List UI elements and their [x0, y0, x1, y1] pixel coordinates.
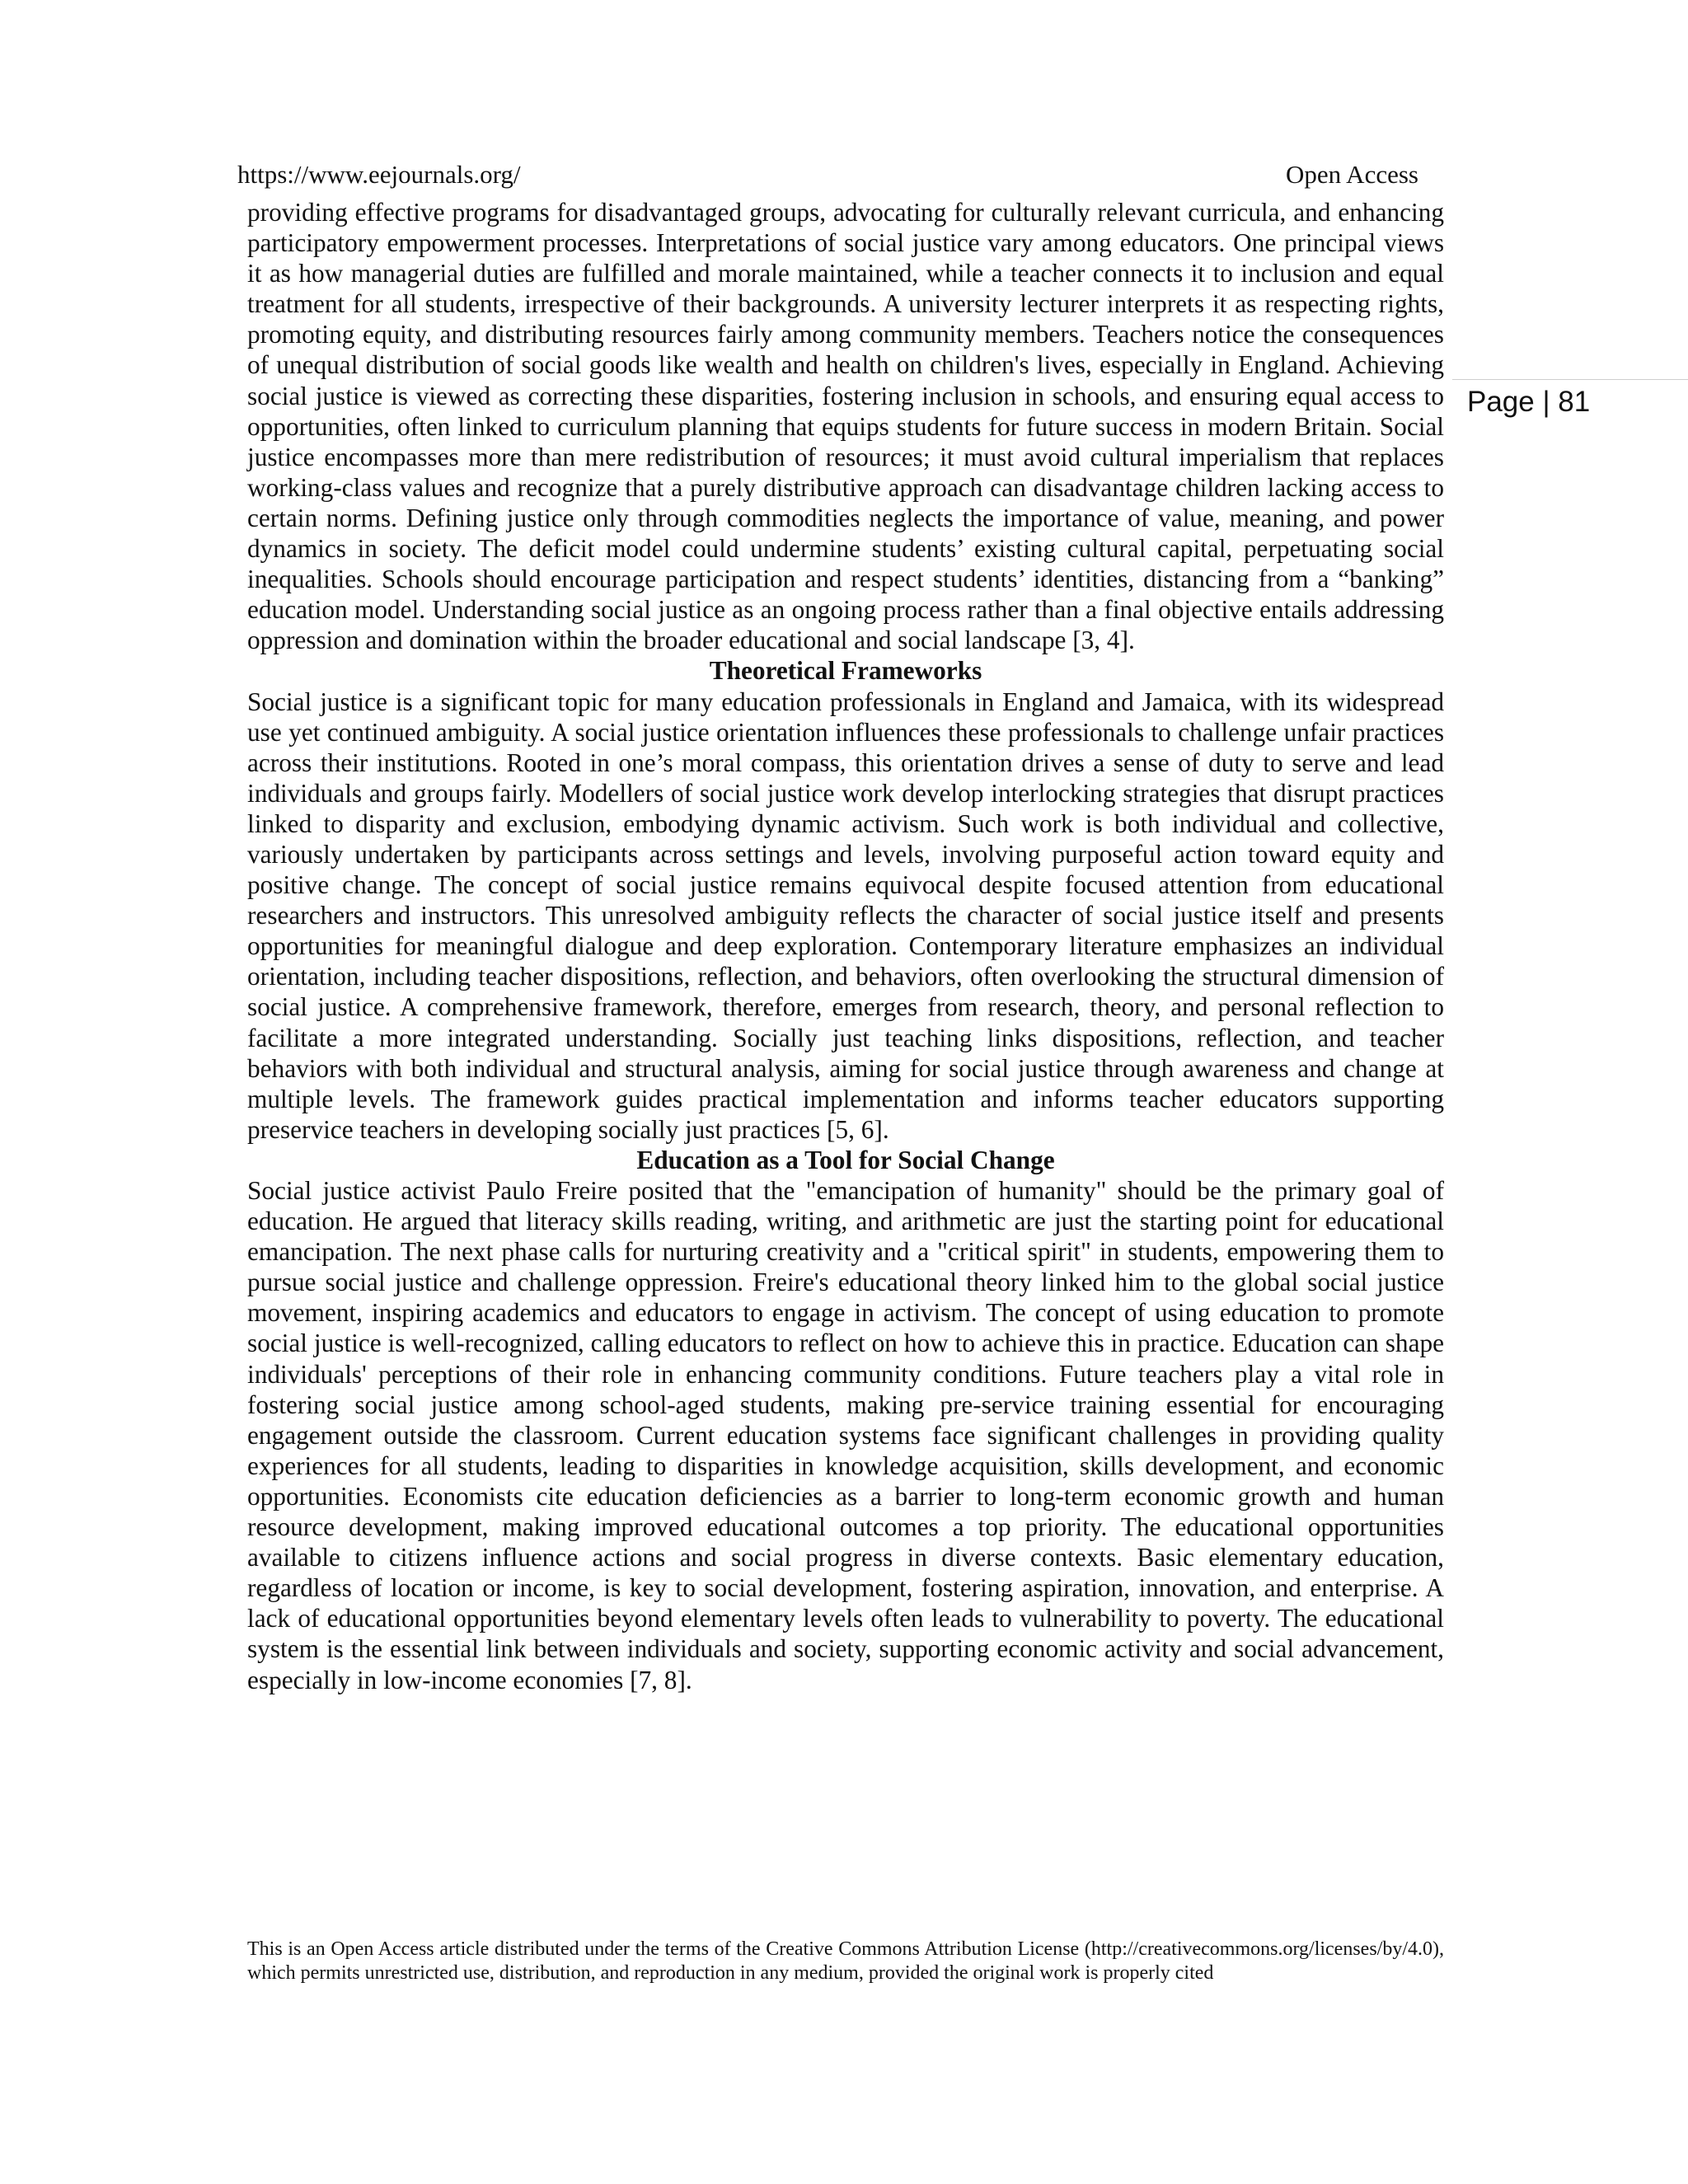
body-paragraph-1: providing effective programs for disadvantaged groups, advocating for culturally relevant curricula, and enhancing participatory empowerment processes. Interpretations of social justice vary among educators. One principal views it as how managerial duties are fulfilled and morale maintained, while a teacher connects it to inclusion and equal treatment for all students, irrespective of their backgrounds. A university lecturer interprets it as respecting rights, promoting equity, and distributing resources fairly among community members. Teachers notice the consequences of unequal distribution of social goods like wealth and health on children's lives, especially in England. Achieving social justice is viewed as correcting these disparities, fostering inclusion in schools, and ensuring equal access to opportunities, often linked to curriculum planning that equips students for future success in modern Britain. Social justice encompasses more than mere redistribution of resources; it must avoid cultural imperialism that replaces working-class values and recognize that a purely distributive approach can disadvantage children lacking access to certain norms. Defining justice only through commodities neglects the importance of value, meaning, and power dynamics in society. The deficit model could undermine students’ existing cultural capital, perpetuating social inequalities. Schools should encourage participation and respect students’ identities, distancing from a “banking” education model. Understanding social justice as an ongoing process rather than a final objective entails addressing oppression and domination within the broader educational and social landscape [3, 4].	[247, 198, 1444, 655]
body-paragraph-2: Social justice is a significant topic for many education professionals in England and Jamaica, with its widespread use yet continued ambiguity. A social justice orientation influences these professionals to challenge unfair practices across their institutions. Rooted in one’s moral compass, this orientation drives a sense of duty to serve and lead individuals and groups fairly. Modellers of social justice work develop interlocking strategies that disrupt practices linked to disparity and exclusion, embodying dynamic activism. Such work is both individual and collective, variously undertaken by participants across settings and levels, involving purposeful action toward equity and positive change. The concept of social justice remains equivocal despite focused attention from educational researchers and instructors. This unresolved ambiguity reflects the character of social justice itself and presents opportunities for meaningful dialogue and deep exploration. Contemporary literature emphasizes an individual orientation, including teacher dispositions, reflection, and behaviors, often overlooking the structural dimension of social justice. A comprehensive framework, therefore, emerges from research, theory, and personal reflection to facilitate a more integrated understanding. Socially just teaching links dispositions, reflection, and teacher behaviors with both individual and structural analysis, aiming for social justice through awareness and change at multiple levels. The framework guides practical implementation and informs teacher educators supporting preservice teachers in developing socially just practices [5, 6].	[247, 687, 1444, 1144]
access-label: Open Access	[1286, 160, 1418, 189]
license-footer: This is an Open Access article distributed under the terms of the Creative Commons Attribution License (http://creativecommons.org/licenses/by/4.0), which permits unrestricted use, distribution, and reproduction in any medium, provided the original work is properly cited	[247, 1938, 1444, 1984]
page-number: Page | 81	[1467, 386, 1591, 418]
section-heading-education-tool: Education as a Tool for Social Change	[636, 1145, 1055, 1174]
page-number-rule	[1452, 379, 1688, 380]
section-heading-theoretical-frameworks: Theoretical Frameworks	[709, 656, 982, 686]
article-body	[247, 197, 1444, 1695]
journal-url[interactable]: https://www.eejournals.org/	[237, 160, 521, 189]
body-paragraph-3: Social justice activist Paulo Freire posited that the "emancipation of humanity" should be the primary goal of education. He argued that literacy skills reading, writing, and arithmetic are just the starting point for educational emancipation. The next phase calls for nurturing creativity and a "critical spirit" in students, empowering them to pursue social justice and challenge oppression. Freire's educational theory linked him to the global social justice movement, inspiring academics and educators to engage in activism. The concept of using education to promote social justice is well-recognized, calling educators to reflect on how to achieve this in practice. Education can shape individuals' perceptions of their role in enhancing community conditions. Future teachers play a vital role in fostering social justice among school-aged students, making pre-service training essential for encouraging engagement outside the classroom. Current education systems face significant challenges in providing quality experiences for all students, leading to disparities in knowledge acquisition, skills development, and economic opportunities. Economists cite education deficiencies as a barrier to long-term economic growth and human resource development, making improved educational outcomes a top priority. The educational opportunities available to citizens influence actions and social progress in diverse contexts. Basic elementary education, regardless of location or income, is key to social development, fostering aspiration, innovation, and enterprise. A lack of educational opportunities beyond elementary levels often leads to vulnerability to poverty. The educational system is the essential link between individuals and society, supporting economic activity and social advancement, especially in low-income economies [7, 8].	[247, 1176, 1444, 1694]
